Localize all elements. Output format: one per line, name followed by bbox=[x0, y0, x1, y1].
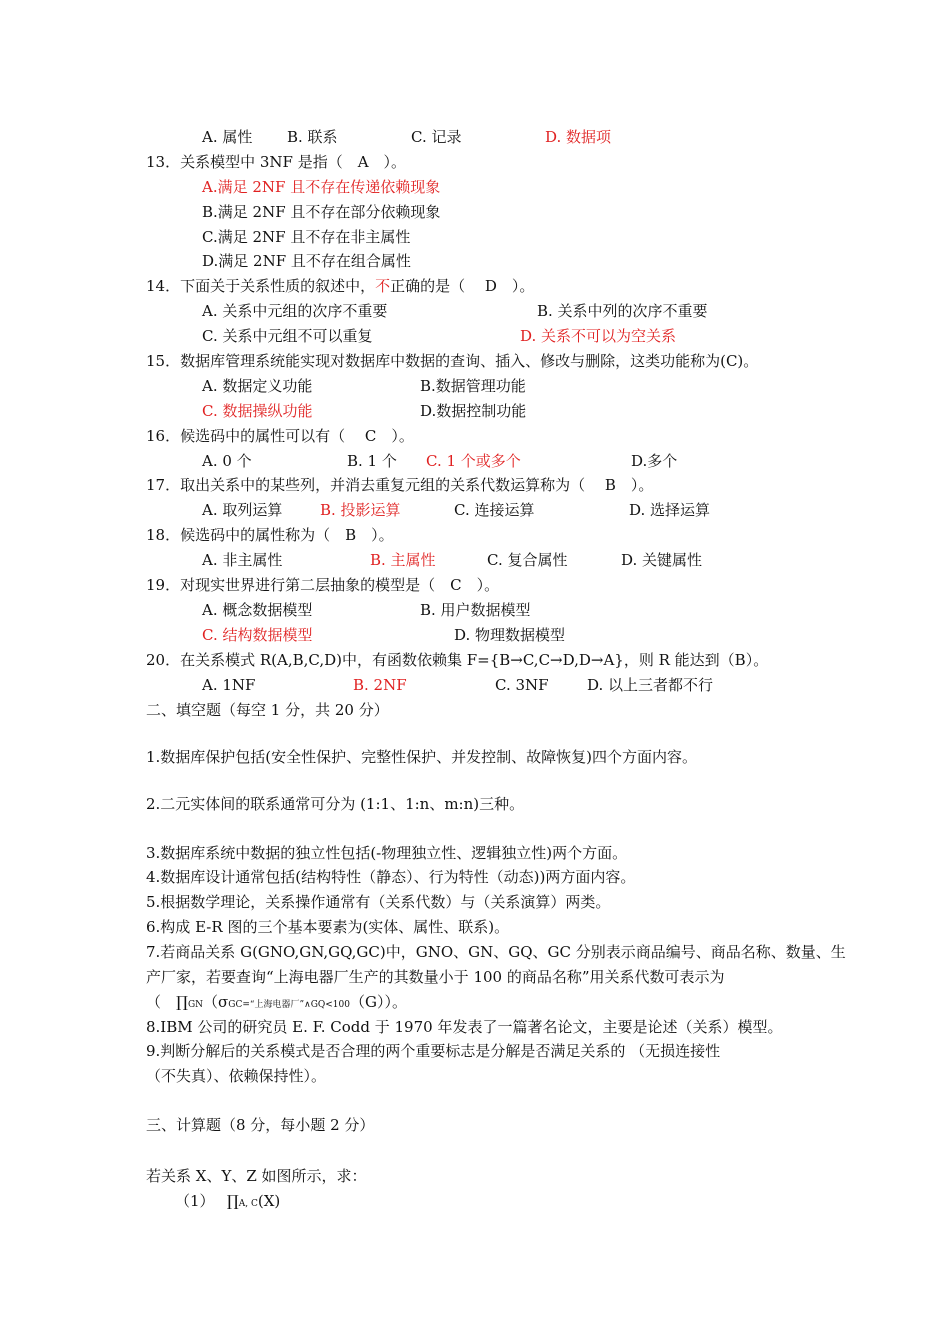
q17-option-b: B. 投影运算 bbox=[320, 501, 401, 519]
q16-option-b: B. 1 个 bbox=[347, 452, 397, 470]
q20-option-b: B. 2NF bbox=[353, 676, 407, 694]
q19-option-b: B. 用户数据模型 bbox=[420, 601, 531, 619]
q16-option-a: A. 0 个 bbox=[202, 452, 252, 470]
q16-option-d: D.多个 bbox=[631, 452, 678, 470]
q15-option-c: C. 数据操纵功能 bbox=[202, 402, 313, 420]
q18-option-d: D. 关键属性 bbox=[621, 551, 703, 569]
q20-option-d: D. 以上三者都不行 bbox=[587, 676, 714, 694]
q17-option-c: C. 连接运算 bbox=[454, 501, 535, 519]
calc-item-1: （1） ∏A, C(X) bbox=[175, 1192, 281, 1210]
q17-option-d: D. 选择运算 bbox=[629, 501, 711, 519]
section2-heading: 二、填空题（每空 1 分，共 20 分） bbox=[146, 701, 389, 719]
fill-item-7-formula: （ ∏GN（σGC=“上海电器厂”∧GQ<100（G））。 bbox=[146, 993, 407, 1011]
fill-item-8: 8.IBM 公司的研究员 E. F. Codd 于 1970 年发表了一篇著名论文，主要是论述（关系）模型。 bbox=[146, 1018, 783, 1036]
fill-item-9-line1: 9.判断分解后的关系模式是否合理的两个重要标志是分解是否满足关系的 （无损连接性 bbox=[146, 1042, 721, 1060]
q18-option-a: A. 非主属性 bbox=[202, 551, 283, 569]
q15-option-a: A. 数据定义功能 bbox=[202, 377, 313, 395]
q14-option-b: B. 关系中列的次序不重要 bbox=[537, 302, 708, 320]
q14-stem: 14．下面关于关系性质的叙述中，不正确的是（ D ）。 bbox=[146, 277, 535, 295]
q15-option-b: B.数据管理功能 bbox=[420, 377, 526, 395]
q14-option-a: A. 关系中元组的次序不重要 bbox=[202, 302, 388, 320]
fill-item-3: 3.数据库系统中数据的独立性包括(-物理独立性、逻辑独立性)两个方面。 bbox=[146, 844, 628, 862]
q20-option-a: A. 1NF bbox=[202, 676, 256, 694]
q19-stem: 19．对现实世界进行第二层抽象的模型是（ C ）。 bbox=[146, 576, 500, 594]
fill-item-5: 5.根据数学理论，关系操作通常有（关系代数）与（关系演算）两类。 bbox=[146, 893, 611, 911]
q12-option-a: A. 属性 bbox=[202, 128, 253, 146]
q13-option-a: A.满足 2NF 且不存在传递依赖现象 bbox=[202, 178, 441, 196]
q20-stem: 20．在关系模式 R(A,B,C,D)中，有函数依赖集 F={B→C,C→D,D→A}，则 R 能达到（B）。 bbox=[146, 651, 769, 669]
fill-item-9-line2: （不失真）、依赖保持性）。 bbox=[146, 1067, 327, 1085]
q15-stem: 15．数据库管理系统能实现对数据库中数据的查询、插入、修改与删除，这类功能称为(C)。 bbox=[146, 352, 759, 370]
q19-option-d: D. 物理数据模型 bbox=[454, 626, 566, 644]
fill-item-7-line2: 产厂家，若要查询“上海电器厂生产的其数量小于 100 的商品名称”用关系代数可表示为 bbox=[146, 968, 725, 986]
fill-item-4: 4.数据库设计通常包括(结构特性（静态）、行为特性（动态))两方面内容。 bbox=[146, 868, 636, 886]
q18-option-b: B. 主属性 bbox=[370, 551, 436, 569]
q13-option-d: D.满足 2NF 且不存在组合属性 bbox=[202, 252, 411, 270]
q16-option-c: C. 1 个或多个 bbox=[426, 452, 521, 470]
q13-option-b: B.满足 2NF 且不存在部分依赖现象 bbox=[202, 203, 441, 221]
q12-option-b: B. 联系 bbox=[287, 128, 338, 146]
q18-option-c: C. 复合属性 bbox=[487, 551, 568, 569]
q14-option-c: C. 关系中元组不可以重复 bbox=[202, 327, 373, 345]
q15-option-d: D.数据控制功能 bbox=[420, 402, 527, 420]
q12-option-c: C. 记录 bbox=[411, 128, 462, 146]
q14-option-d: D. 关系不可以为空关系 bbox=[520, 327, 677, 345]
q20-option-c: C. 3NF bbox=[495, 676, 549, 694]
section3-heading: 三、计算题（8 分，每小题 2 分） bbox=[146, 1116, 375, 1134]
q18-stem: 18．候选码中的属性称为（ B ）。 bbox=[146, 526, 394, 544]
calc-intro: 若关系 X、Y、Z 如图所示，求： bbox=[146, 1167, 367, 1185]
q19-option-c: C. 结构数据模型 bbox=[202, 626, 313, 644]
q13-stem: 13．关系模型中 3NF 是指（ A ）。 bbox=[146, 153, 407, 171]
fill-item-6: 6.构成 E-R 图的三个基本要素为(实体、属性、联系)。 bbox=[146, 918, 510, 936]
q12-option-d: D. 数据项 bbox=[545, 128, 612, 146]
q17-stem: 17．取出关系中的某些列，并消去重复元组的关系代数运算称为（ B ）。 bbox=[146, 476, 654, 494]
q16-stem: 16．候选码中的属性可以有（ C ）。 bbox=[146, 427, 414, 445]
q17-option-a: A. 取列运算 bbox=[202, 501, 283, 519]
q19-option-a: A. 概念数据模型 bbox=[202, 601, 313, 619]
q13-option-c: C.满足 2NF 且不存在非主属性 bbox=[202, 228, 411, 246]
fill-item-1: 1.数据库保护包括(安全性保护、完整性保护、并发控制、故障恢复)四个方面内容。 bbox=[146, 748, 698, 766]
fill-item-7-line1: 7.若商品关系 G(GNO,GN,GQ,GC)中，GNO、GN、GQ、GC 分别表示商品编号、商品名称、数量、生 bbox=[146, 943, 846, 961]
fill-item-2: 2.二元实体间的联系通常可分为 (1:1、1:n、m:n)三种。 bbox=[146, 795, 525, 813]
